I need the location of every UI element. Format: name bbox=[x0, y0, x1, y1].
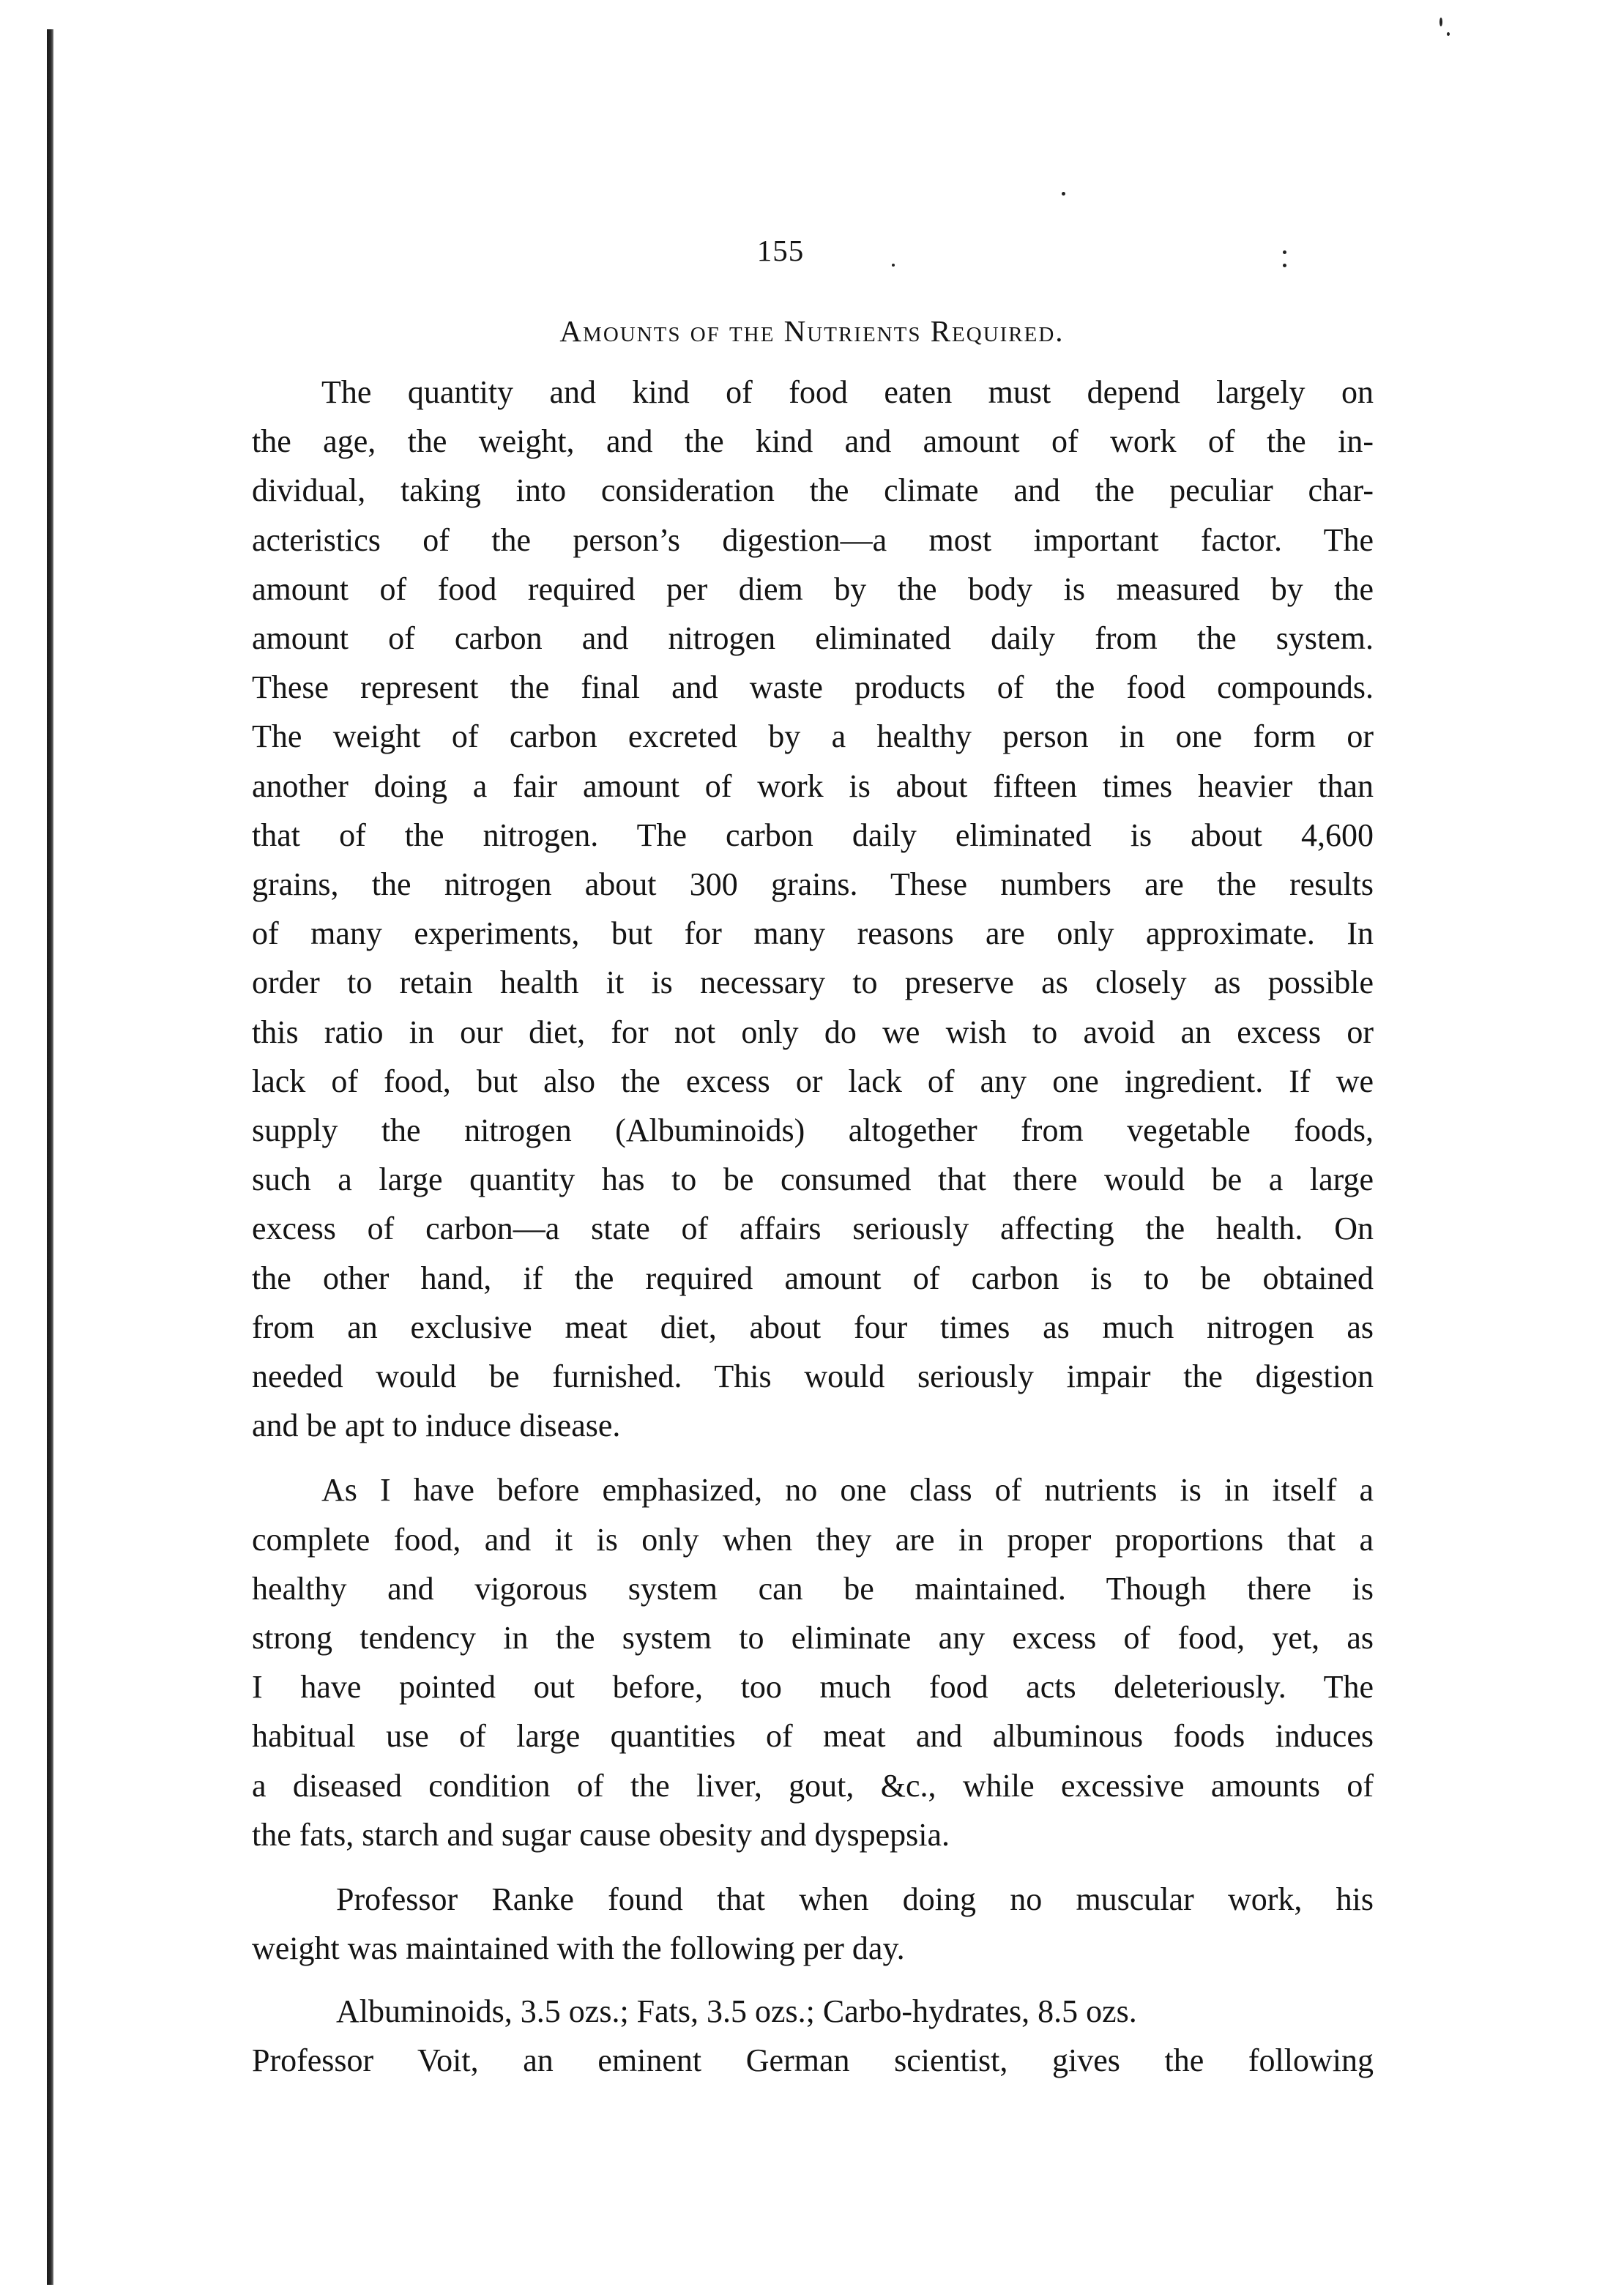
speck-mark bbox=[1283, 264, 1286, 267]
text-line: another doing a fair amount of work is about fifteen times heavier than bbox=[252, 767, 1374, 804]
text-line: lack of food, but also the excess or lack of any one ingredient. If we bbox=[252, 1063, 1374, 1099]
speck-mark bbox=[1062, 192, 1065, 196]
text-line: this ratio in our diet, for not only do we wish to avoid an excess or bbox=[252, 1014, 1374, 1050]
paragraph-gap bbox=[252, 1859, 1374, 1875]
text-line: amount of carbon and nitrogen eliminated daily from the system. bbox=[252, 620, 1374, 657]
text-line: amount of food required per diem by the body is measured by the bbox=[252, 570, 1374, 607]
text-line: complete food, and it is only when they are in proper proportions that a bbox=[252, 1521, 1374, 1558]
paragraph bbox=[252, 1875, 1374, 1973]
text-line: from an exclusive meat diet, about four times as much nitrogen as bbox=[252, 1309, 1374, 1345]
section-heading: Amounts of the Nutrients Required. bbox=[559, 314, 1065, 348]
text-line: that of the nitrogen. The carbon daily eliminated is about 4,600 bbox=[252, 817, 1374, 853]
text-line: the other hand, if the required amount of carbon is to be obtained bbox=[252, 1260, 1374, 1296]
paragraph bbox=[252, 2036, 1374, 2085]
paragraph bbox=[252, 1987, 1374, 2036]
speck-mark bbox=[1283, 250, 1286, 254]
text-line: I have pointed out before, too much food acts deleteriously. The bbox=[252, 1669, 1374, 1706]
speck-mark bbox=[1439, 18, 1442, 26]
text-line: weight was maintained with the following per day. bbox=[252, 1930, 905, 1967]
paragraph-gap bbox=[252, 1450, 1374, 1465]
text-line: healthy and vigorous system can be maintained. Though there is bbox=[252, 1570, 1374, 1607]
text-line: As I have before emphasized, no one class of nutrients is in itself a bbox=[321, 1472, 1374, 1509]
text-line: and be apt to induce disease. bbox=[252, 1407, 621, 1444]
speck-mark bbox=[892, 264, 895, 267]
text-line: supply the nitrogen (Albuminoids) altogether from vegetable foods, bbox=[252, 1112, 1374, 1149]
paragraph-gap bbox=[252, 1974, 1374, 1987]
text-line: dividual, taking into consideration the climate and the peculiar char- bbox=[252, 472, 1374, 509]
text-line: grains, the nitrogen about 300 grains. These numbers are the results bbox=[252, 866, 1374, 903]
text-line: such a large quantity has to be consumed that there would be a large bbox=[252, 1161, 1374, 1198]
text-line: order to retain health it is necessary to preserve as closely as possible bbox=[252, 964, 1374, 1001]
paragraph bbox=[252, 1465, 1374, 1859]
text-line: the age, the weight, and the kind and amount of work of the in- bbox=[252, 423, 1374, 460]
text-line: Professor Voit, an eminent German scientist, gives the following bbox=[252, 2042, 1374, 2078]
text-line: strong tendency in the system to eliminate any excess of food, yet, as bbox=[252, 1620, 1374, 1656]
text-line: needed would be furnished. This would seriously impair the digestion bbox=[252, 1358, 1374, 1395]
text-line: excess of carbon—a state of affairs seriously affecting the health. On bbox=[252, 1211, 1374, 1247]
text-line: Professor Ranke found that when doing no muscular work, his bbox=[336, 1881, 1374, 1918]
speck-mark bbox=[1447, 32, 1450, 36]
text-line: These represent the final and waste products of the food compounds. bbox=[252, 669, 1374, 706]
binding-edge bbox=[47, 29, 53, 2285]
text-line: the fats, starch and sugar cause obesity and dyspepsia. bbox=[252, 1816, 950, 1853]
text-line: of many experiments, but for many reasons are only approximate. In bbox=[252, 915, 1374, 952]
text-line: The weight of carbon excreted by a healthy person in one form or bbox=[252, 718, 1374, 755]
text-line: habitual use of large quantities of meat and albuminous foods induces bbox=[252, 1718, 1374, 1755]
text-line: a diseased condition of the liver, gout, &c., while excessive amounts of bbox=[252, 1767, 1374, 1804]
page-number: 155 bbox=[756, 234, 805, 267]
text-line: acteristics of the person’s digestion—a most important factor. The bbox=[252, 521, 1374, 558]
paragraph bbox=[252, 368, 1374, 1450]
text-line: The quantity and kind of food eaten must depend largely on bbox=[321, 374, 1374, 410]
body-text bbox=[252, 368, 1374, 2085]
text-line: Albuminoids, 3.5 ozs.; Fats, 3.5 ozs.; Carbo-hydrates, 8.5 ozs. bbox=[336, 1993, 1137, 2029]
